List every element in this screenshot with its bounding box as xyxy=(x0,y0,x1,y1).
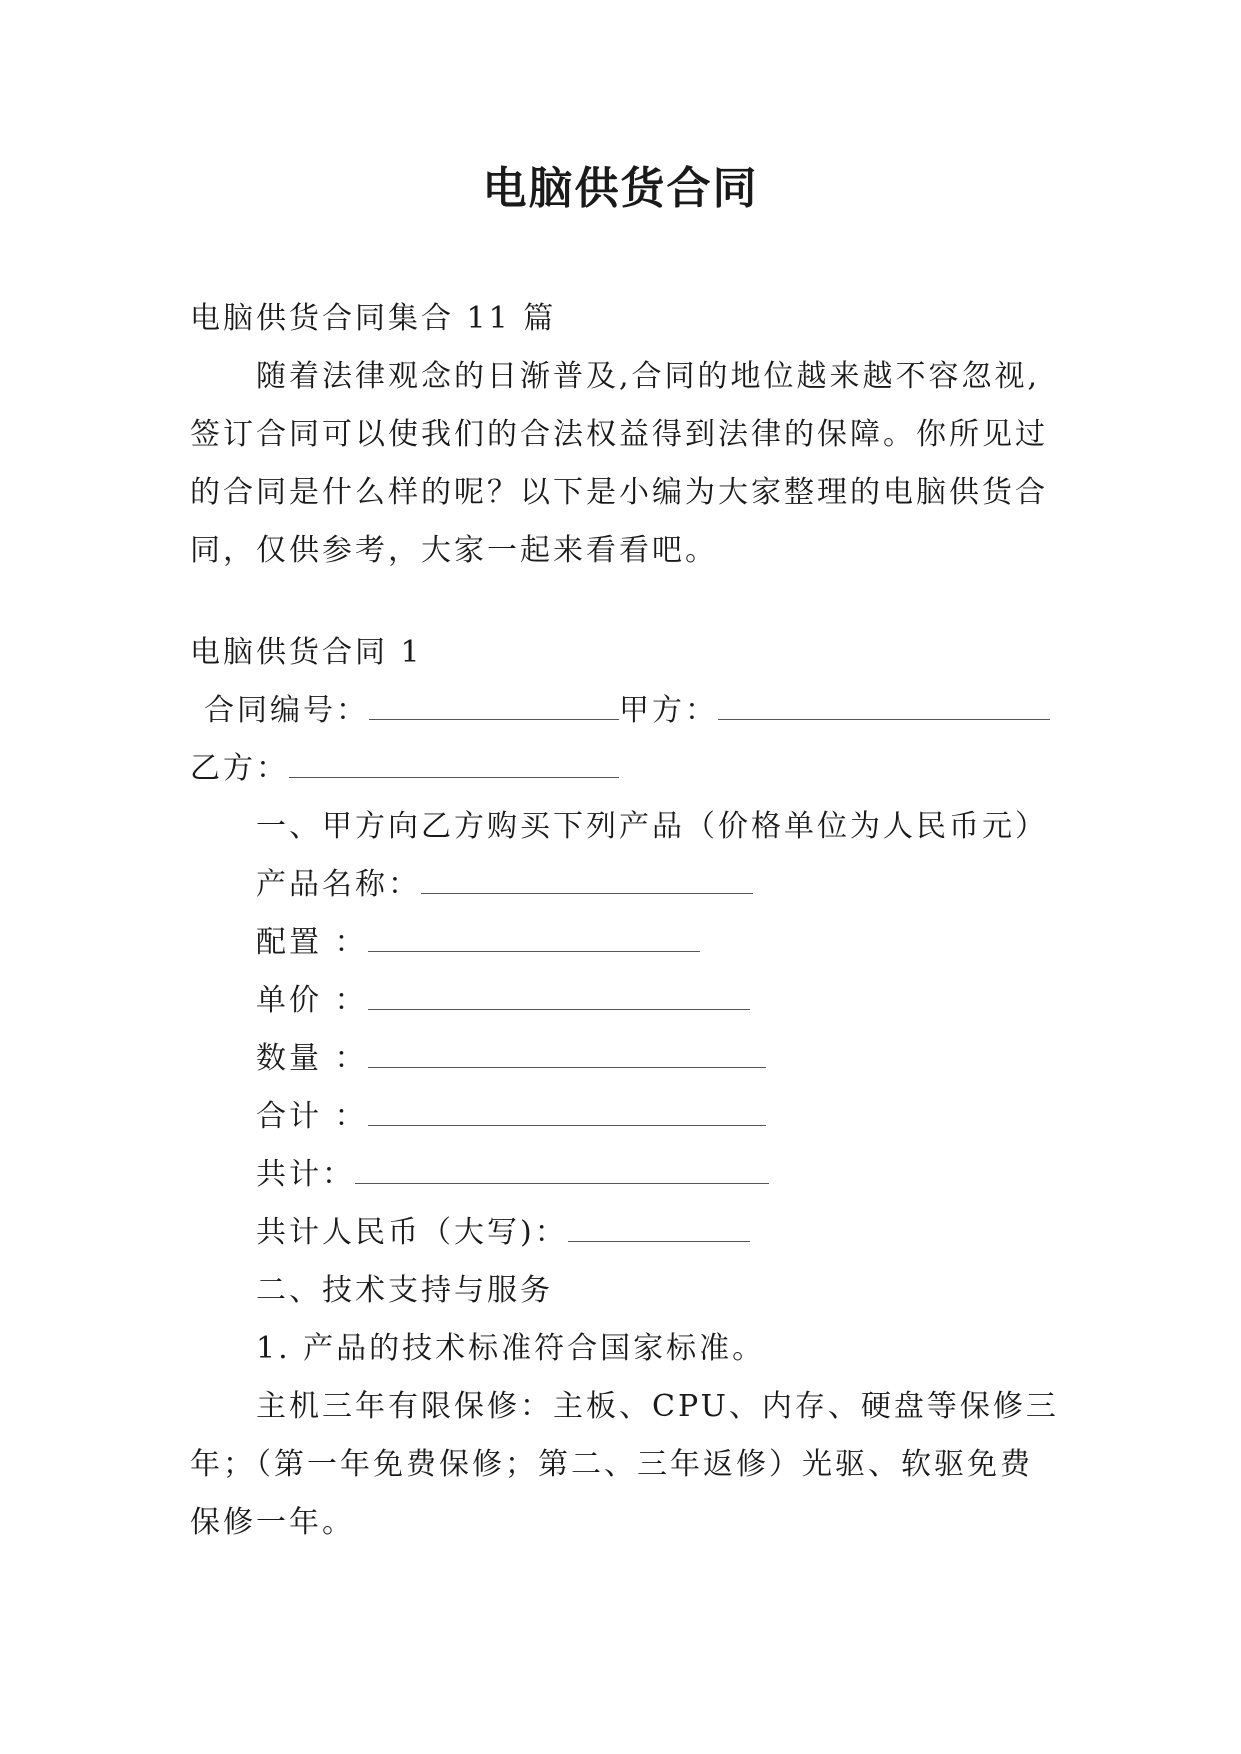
contract-number-label: 合同编号： xyxy=(204,693,369,728)
total-label: 共计： xyxy=(256,1157,355,1192)
total-blank[interactable] xyxy=(355,1155,769,1184)
subtotal-label: 合计 ： xyxy=(256,1099,368,1134)
party-a-label: 甲方： xyxy=(619,693,718,728)
spacer xyxy=(190,580,1060,624)
config-blank[interactable] xyxy=(368,923,700,952)
product-name-row xyxy=(190,856,1060,914)
quantity-blank[interactable] xyxy=(368,1039,766,1068)
contract-heading: 电脑供货合同 1 xyxy=(190,635,423,670)
warranty-paragraph: 主机三年有限保修：主板、CPU、内存、硬盘等保修三年；（第一年免费保修；第二、三年返修）光驱、软驱免费保修一年。 xyxy=(190,1389,1059,1540)
document-body xyxy=(190,290,1060,1552)
party-b-blank[interactable] xyxy=(289,749,619,778)
subtotal-row xyxy=(190,1088,1060,1146)
product-name-label: 产品名称： xyxy=(256,867,421,902)
document-title: 电脑供货合同 xyxy=(482,163,759,214)
config-label: 配置 ： xyxy=(256,925,368,960)
subtotal-blank[interactable] xyxy=(368,1097,766,1126)
unit-price-blank[interactable] xyxy=(368,981,750,1010)
total-rmb-row xyxy=(190,1204,1060,1262)
total-row xyxy=(190,1146,1060,1204)
unit-price-row xyxy=(190,972,1060,1030)
party-b-label: 乙方： xyxy=(190,751,289,786)
config-row xyxy=(190,914,1060,972)
party-b-row xyxy=(190,740,1060,798)
unit-price-label: 单价 ： xyxy=(256,983,368,1018)
section-two-heading: 二、技术支持与服务 xyxy=(256,1273,553,1308)
total-rmb-blank[interactable] xyxy=(568,1213,750,1242)
contract-number-row xyxy=(190,682,1060,740)
item-one: 1. 产品的技术标准符合国家标准。 xyxy=(256,1331,766,1366)
product-name-blank[interactable] xyxy=(421,865,753,894)
intro-paragraph: 随着法律观念的日渐普及,合同的地位越来越不容忽视,签订合同可以使我们的合法权益得到法律的保障。你所见过的合同是什么样的呢？以下是小编为大家整理的电脑供货合同，仅供参考，大家一起来看看吧。 xyxy=(190,359,1048,568)
quantity-row xyxy=(190,1030,1060,1088)
section-one-heading: 一、甲方向乙方购买下列产品（价格单位为人民币元） xyxy=(256,809,1048,844)
total-rmb-label: 共计人民币（大写)： xyxy=(256,1215,568,1250)
quantity-label: 数量 ： xyxy=(256,1041,368,1076)
party-a-blank[interactable] xyxy=(718,691,1050,720)
document-subtitle: 电脑供货合同集合 11 篇 xyxy=(190,301,557,336)
contract-number-blank[interactable] xyxy=(369,691,619,720)
